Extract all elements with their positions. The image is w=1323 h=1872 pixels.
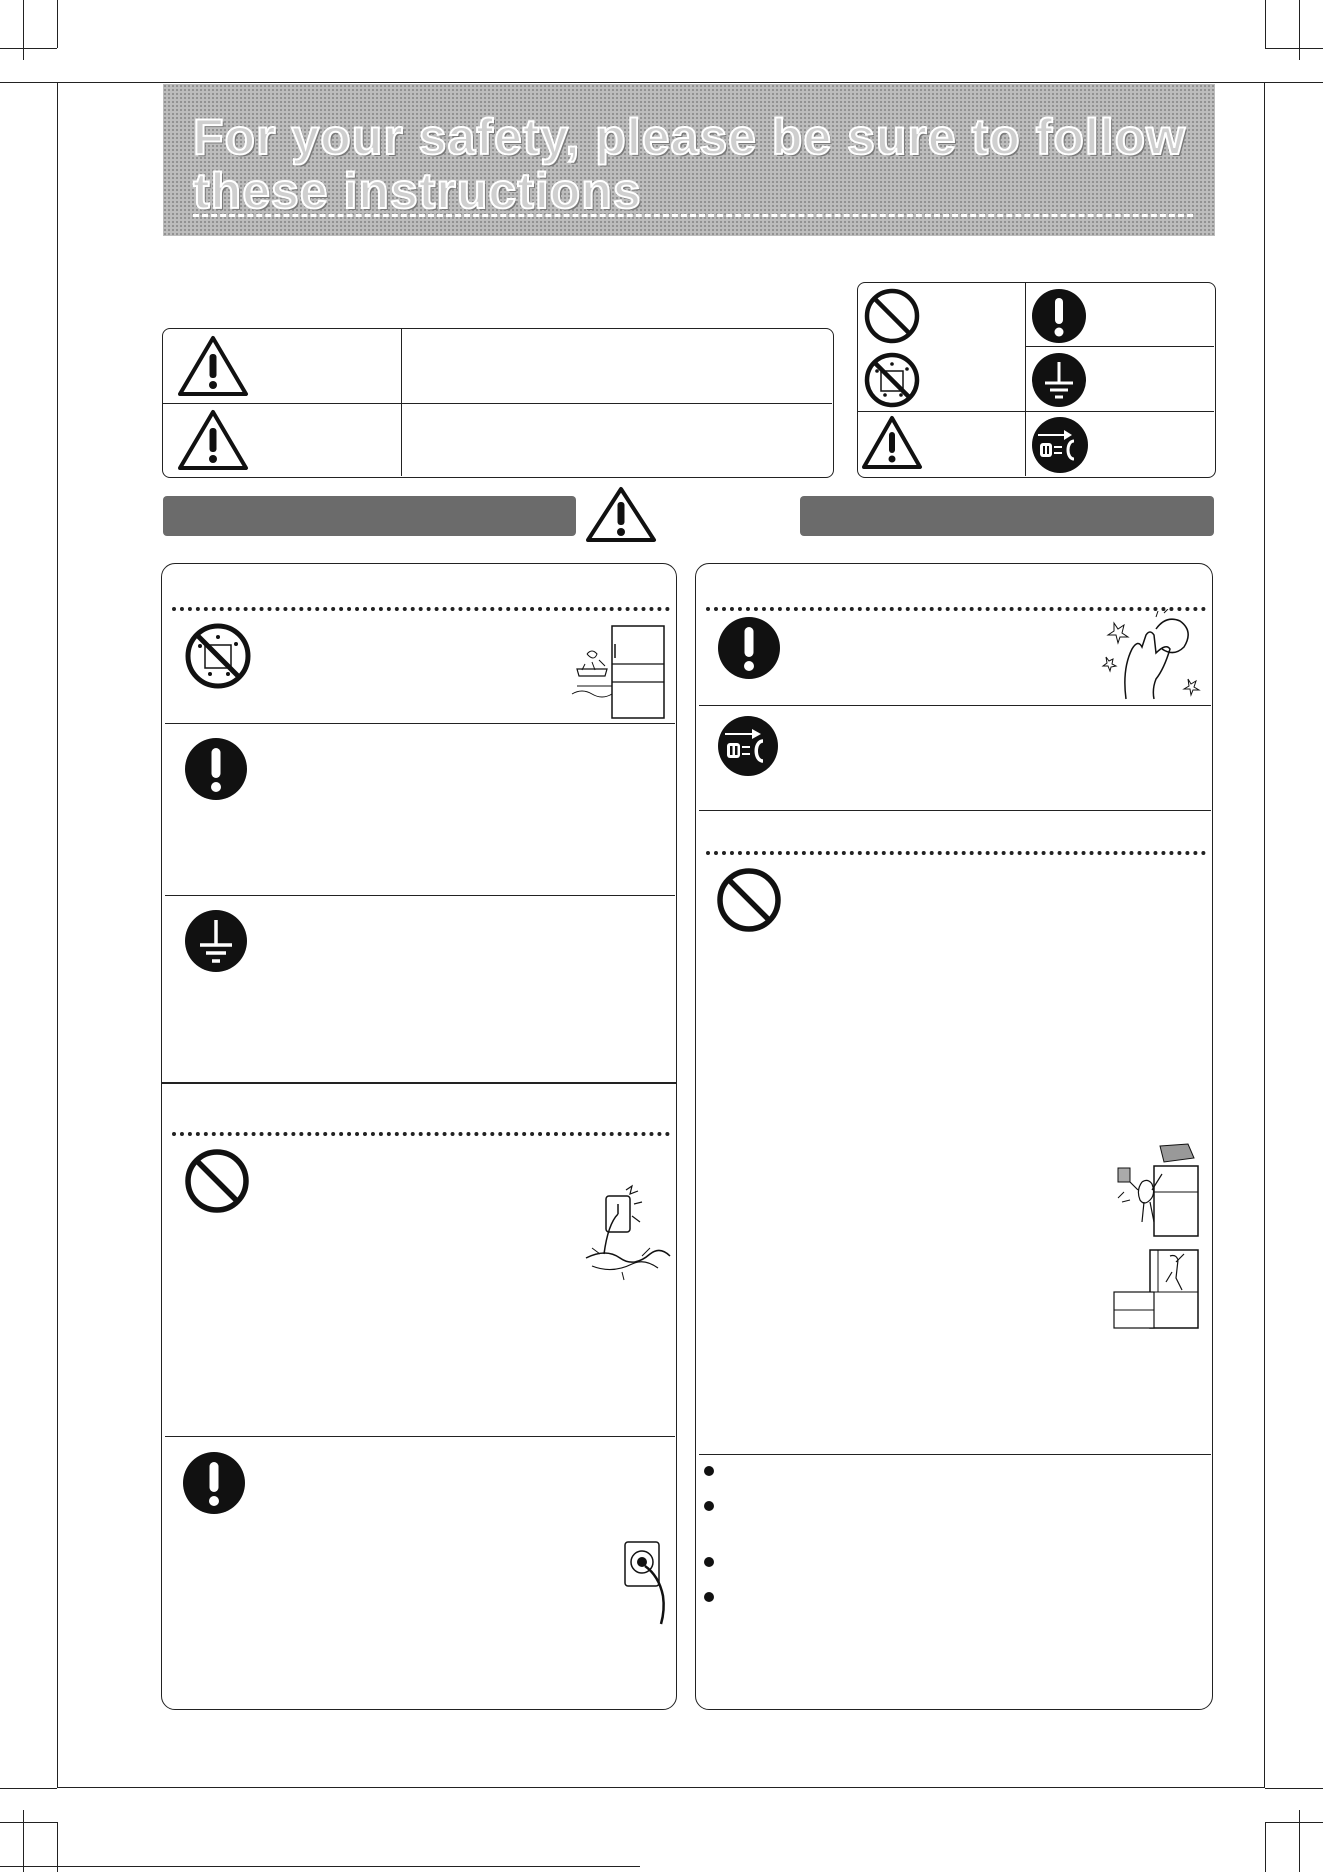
crop-mark bbox=[1265, 1822, 1323, 1823]
crop-mark bbox=[23, 0, 24, 60]
table-divider bbox=[401, 329, 402, 476]
header-banner bbox=[163, 84, 1215, 236]
section-divider bbox=[165, 895, 675, 896]
mandatory-icon bbox=[183, 736, 249, 802]
crop-mark bbox=[1299, 1810, 1300, 1872]
crop-mark bbox=[1299, 0, 1300, 60]
crop-mark bbox=[1265, 82, 1323, 83]
section-header-bar-right bbox=[800, 496, 1214, 536]
dotted-divider bbox=[172, 1132, 670, 1136]
bullet-point bbox=[704, 1592, 714, 1602]
warning-triangle-icon bbox=[177, 334, 249, 398]
table-divider bbox=[1025, 346, 1214, 347]
crop-mark bbox=[0, 48, 57, 49]
unplug-icon bbox=[716, 714, 780, 778]
table-divider bbox=[858, 411, 1214, 412]
ground-icon bbox=[183, 908, 249, 974]
unplug-icon bbox=[1030, 415, 1090, 475]
child-climbing-refrigerator-illustration bbox=[1110, 1142, 1206, 1342]
bullet-point bbox=[704, 1501, 714, 1511]
section-divider bbox=[699, 810, 1211, 811]
section-divider bbox=[699, 1454, 1211, 1455]
prohibited-icon bbox=[183, 1147, 251, 1215]
ground-icon bbox=[1030, 351, 1088, 409]
no-water-icon bbox=[184, 622, 252, 690]
section-divider bbox=[165, 723, 675, 724]
dotted-divider bbox=[172, 607, 670, 611]
crop-mark bbox=[1265, 48, 1323, 49]
dotted-divider bbox=[706, 851, 1206, 855]
crop-mark bbox=[1265, 0, 1266, 48]
prohibited-icon bbox=[863, 287, 921, 345]
hand-wiping-illustration bbox=[1096, 609, 1206, 709]
damaged-outlet-illustration bbox=[582, 1184, 672, 1284]
bullet-point bbox=[704, 1557, 714, 1567]
warning-legend-table bbox=[162, 328, 834, 478]
section-divider bbox=[162, 1082, 676, 1084]
plugged-outlet-illustration bbox=[621, 1536, 671, 1626]
warning-triangle-icon bbox=[585, 486, 657, 544]
crop-mark bbox=[57, 0, 58, 48]
mandatory-icon bbox=[716, 615, 782, 681]
mandatory-icon bbox=[1030, 287, 1088, 345]
table-divider bbox=[163, 403, 832, 404]
crop-mark bbox=[1265, 1788, 1323, 1789]
table-divider bbox=[1025, 283, 1026, 476]
prohibited-icon bbox=[715, 866, 783, 934]
section-divider bbox=[165, 1436, 675, 1437]
symbols-legend-table bbox=[857, 282, 1216, 478]
crop-mark bbox=[23, 1810, 24, 1872]
section-header-bar-left bbox=[163, 496, 576, 536]
bullet-point bbox=[704, 1466, 714, 1476]
crop-mark bbox=[1265, 1822, 1266, 1872]
banner-dashed-rule bbox=[193, 214, 1193, 217]
crop-mark bbox=[0, 1788, 57, 1789]
section-divider bbox=[699, 705, 1211, 706]
left-panel bbox=[161, 563, 677, 1710]
crop-mark bbox=[0, 82, 57, 83]
refrigerator-splash-illustration bbox=[567, 624, 667, 724]
mandatory-icon bbox=[181, 1450, 247, 1516]
no-water-icon bbox=[863, 351, 921, 409]
crop-mark bbox=[57, 1822, 58, 1872]
right-panel bbox=[695, 563, 1213, 1710]
page-bottom-rule bbox=[0, 1866, 640, 1867]
banner-title: For your safety, please be sure to follow these instructions bbox=[193, 109, 1187, 219]
crop-mark bbox=[0, 1822, 57, 1823]
caution-triangle-icon bbox=[177, 408, 249, 472]
caution-triangle-icon bbox=[861, 415, 923, 471]
